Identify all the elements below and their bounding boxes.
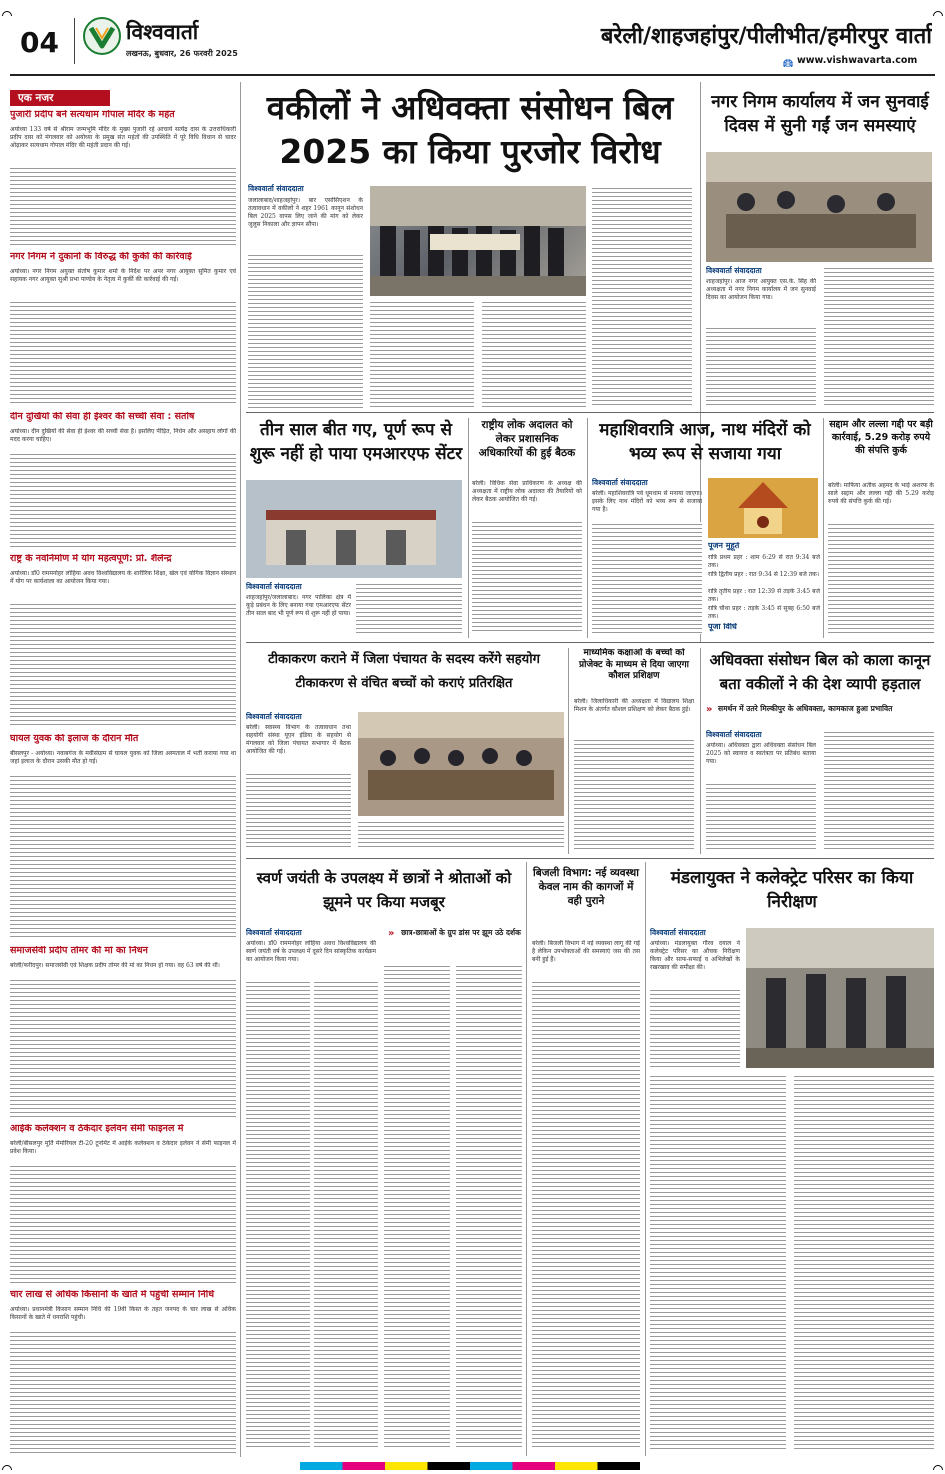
brief-headline: राष्ट्र के नवनिर्माण में योग महत्वपूर्ण: प्रो. शैलेन्द्र <box>10 554 172 564</box>
column-divider <box>645 862 646 1456</box>
mrf-headline: तीन साल बीत गए, पूर्ण रूप से शुरू नहीं हो पाया एमआरएफ सेंटर <box>249 420 463 464</box>
brief-lead: अयोध्या। प्रधानमंत्री किसान सम्मान निधि की 19वीं किस्त के तहत जनपद के चार लाख से अधिक किसानों के खाते में धनराशि पहुंची। <box>10 1306 236 1321</box>
main-body-col4 <box>592 186 692 408</box>
page-number: 04 <box>20 26 59 59</box>
hartal-body <box>706 782 816 850</box>
brief-body <box>10 978 236 1118</box>
puja-vidhi-title: पूजा विधि <box>708 623 737 631</box>
swarn-jayanti-kicker <box>388 928 522 960</box>
brief-headline: समाजसेवी प्रदीप तोमर की मां का निधन <box>10 946 148 956</box>
hartal-kicker <box>706 704 934 726</box>
puja-muhurat-item: रात्रि प्रथम प्रहर : शाम 6:29 से रात 9:34 बजे तक। <box>708 554 820 569</box>
puja-muhurat-item: रात्रि चौथा प्रहर : तड़के 3:45 से सुबह 6:50 बजे तक। <box>708 605 820 620</box>
puja-muhurat-item: रात्रि तृतीय प्रहर : रात 12:39 से तड़के 3:45 बजे तक। <box>708 588 820 603</box>
tikakaran-headline: टीकाकरण कराने में जिला पंचायत के सदस्य करेंगे सहयोग टीकाकरण से वंचित बच्चों को कराएं प्रतिरक्षित <box>268 652 540 691</box>
main-body-col2 <box>370 300 474 408</box>
color-bar <box>300 1462 640 1470</box>
mrf-body <box>356 582 462 634</box>
inspection-photo <box>746 928 934 1068</box>
section-rule <box>246 642 934 643</box>
main-body-col1 <box>248 253 363 408</box>
nirikshan-body <box>794 1074 934 1450</box>
brief-headline: नगर निगम ने दुकानों के विरुद्ध की कुर्की की कार्रवाई <box>10 252 192 262</box>
brief-body <box>10 602 236 728</box>
dateline: लखनऊ, बुधवार, 26 फरवरी 2025 <box>126 49 238 58</box>
brief-lead: अयोध्या। नगर निगम अयुक्त संतोष कुमार शर्मा के निर्देश पर अपर नगर आयुक्त सुमित कुमार एवं सहायक नगर आयुक्त सुश्री प्रभा पाण्डेय के नेतृत्व में कुर्की की कार्रवाई की गई। <box>10 268 236 283</box>
temple-photo <box>708 478 818 538</box>
swarn-jayanti-lead: अयोध्या। डॉ0 राममनोहर लोहिया अवध विश्वविद्यालय की स्वर्ण जयंती वर्ष के उपलक्ष्य में दूसरे दिन सांस्कृतिक कार्यक्रम का आयोजन किया गया। <box>246 940 376 963</box>
tikakaran-body <box>358 820 564 850</box>
meeting-photo <box>358 712 564 816</box>
brief-body <box>10 452 236 548</box>
section-rule <box>246 412 934 413</box>
jan-sunwai-lead: शाहजहांपुर। आज नगर आयुक्त एस.के. सिंह की अध्यक्षता में नगर निगम कार्यालय में जन सुनवाई दिवस का आयोजन किया गया। <box>706 278 816 301</box>
swarn-jayanti-body <box>384 964 450 1450</box>
brief-body <box>10 1330 236 1455</box>
kurki-lead: बरेली। माफिया अतीक अहमद के भाई अशरफ के साले सद्दाम और लल्ला गद्दी की 5.29 करोड़ रुपये की संपत्ति कुर्क की गई। <box>828 482 934 505</box>
edition-title: बरेली/शाहजहांपुर/पीलीभीत/हमीरपुर वार्ता <box>600 24 932 49</box>
kaushal-headline: माध्यमिक कक्षाओं के बच्चों को प्रोजेक्ट के माध्यम से दिया जाएगा कौशल प्रशिक्षण <box>579 648 689 681</box>
mrf-byline: विश्ववार्ता संवाददाता <box>246 582 302 591</box>
jan-sunwai-byline: विश्ववार्ता संवाददाता <box>706 266 762 275</box>
main-byline: विश्ववार्ता संवाददाता <box>248 184 304 193</box>
lok-adalat-body <box>472 520 582 634</box>
kaushal-lead: बरेली। जिलाधिकारी की अध्यक्षता में विद्यालय शिक्षा मिशन के अंतर्गत कौशल प्रशिक्षण को लेकर बैठक हुई। <box>574 698 694 713</box>
mahashivratri-byline: विश्ववार्ता संवाददाता <box>592 478 648 487</box>
tikakaran-lead: बरेली। स्वास्थ्य विभाग के तत्वावधान तथा सहयोगी संस्था यूएन इंडिया के सहयोग से मंगलवार को जिला पंचायत सभागार में बैठक आयोजित की गई। <box>246 724 351 755</box>
brief-lead: अयोध्या 133 वर्ष से श्रीराम जन्मभूमि मंदिर के मुख्य पुजारी रहे आचार्य सत्येंद्र दास के उत्तराधिकारी प्रदीप दास को मंगलवार को अयोध्या के प्रमुख संत महंतों की उपस्थिति में पूरे विधि विधान से चादर ओढ़ाकर सत्यधाम गोपाल मंदिर की महंती प्रदान की गई। <box>10 126 236 149</box>
chevron-icon: » <box>706 704 713 715</box>
mahashivratri-body <box>592 522 702 634</box>
kurki-body <box>828 522 934 634</box>
brief-headline: पुजारी प्रदीप बने सत्यधाम गोपाल मंदिर के महंत <box>10 110 175 120</box>
section-label <box>10 90 110 106</box>
registration-mark-icon <box>2 6 12 16</box>
swarn-jayanti-body <box>314 980 378 1450</box>
swarn-jayanti-body <box>456 964 522 1450</box>
column-divider <box>587 418 588 638</box>
brief-body <box>10 166 236 246</box>
hartal-lead: अयोध्या। अधिवक्ता द्वारा अधिवक्ता संसोधन बिल 2025 को स्वायत्त व स्वतंत्रता पर प्रतिबंध बताया गया। <box>706 742 816 765</box>
brief-lead: बरेली/फरीदपुर। समाजसेवी एवं शिक्षक प्रदीप तोमर की मां का निधन हो गया। वह 63 वर्ष की थीं। <box>10 962 220 969</box>
brand-logo-icon <box>82 16 122 56</box>
nirikshan-body <box>650 1074 786 1450</box>
swarn-jayanti-body <box>246 980 310 1450</box>
sidebar <box>10 82 236 1457</box>
registration-mark-icon <box>2 1460 12 1470</box>
mrf-center-photo <box>246 480 462 578</box>
swarn-jayanti-headline: स्वर्ण जयंती के उपलक्ष्य में छात्रों ने श्रोताओं को झूमने पर किया मजबूर <box>256 869 512 911</box>
tikakaran-body <box>246 772 351 850</box>
section-label-text: एक नजर <box>18 92 54 104</box>
swarn-jayanti-kicker-text: छात्र-छात्राओं के ग्रुप डांस पर झूम उठे दर्शक <box>401 928 521 937</box>
kurki-headline: सद्दाम और लल्ला गद्दी पर बड़ी कार्रवाई, 5.29 करोड़ रुपये की संपत्ति कुर्क <box>829 419 933 456</box>
hartal-kicker-text: समर्थन में उतरे मिल्कीपुर के अधिवक्ता, कामकाज हुआ प्रभावित <box>718 704 893 713</box>
column-divider <box>468 418 469 638</box>
chevron-icon: » <box>388 928 395 939</box>
brief-body <box>10 300 236 406</box>
bijli-body <box>532 980 640 1450</box>
registration-mark-icon <box>933 1460 943 1470</box>
lawyers-protest-photo <box>370 186 586 296</box>
bijli-headline: बिजली विभाग: नई व्यवस्था केवल नाम की कागजों में वही पुराने <box>533 867 639 907</box>
jan-sunwai-photo <box>706 152 932 262</box>
jan-sunwai-body <box>824 266 934 408</box>
mrf-lead: शाहजहांपुर/जलालाबाद। नगर पालिका क्षेत्र में कूड़े प्रबंधन के लिए बनाया गया एमआरएफ सेंटर तीन साल बाद भी पूर्ण रूप से शुरू नहीं हो पाया। <box>246 594 351 617</box>
puja-muhurat-item: रात्रि द्वितीय प्रहर : रात 9:34 से 12:39 बजे तक। <box>708 571 820 578</box>
jan-sunwai-body <box>706 326 816 408</box>
swarn-jayanti-byline: विश्ववार्ता संवाददाता <box>246 928 302 937</box>
puja-muhurat-box <box>708 542 820 636</box>
bijli-lead: बरेली। बिजली विभाग में नई व्यवस्था लागू की गई है लेकिन उपभोक्ताओं की समस्याएं जस की तस बनी हुई हैं। <box>532 940 640 963</box>
section-rule <box>246 858 934 859</box>
nirikshan-lead: अयोध्या। मंडलायुक्त गौरव दयाल ने कलेक्ट्रेट परिसर का औचक निरीक्षण किया और साफ-सफाई व अभिलेखों के रखरखाव की समीक्षा की। <box>650 940 740 971</box>
website-link[interactable]: www.vishwavarta.com <box>797 55 918 66</box>
nirikshan-byline: विश्ववार्ता संवाददाता <box>650 928 706 937</box>
main-headline: वकीलों ने अधिवक्ता संसोधन बिल 2025 का किया पुरजोर विरोध <box>266 88 674 171</box>
brief-headline: चार लाख से अधिक किसानों के खाते में पहुंची सम्मान निधि <box>10 1290 215 1300</box>
hartal-headline: अधिवक्ता संसोधन बिल को काला कानून बता वकीलों ने की देश व्यापी हड़ताल <box>709 651 931 693</box>
lok-adalat-lead: बरेली। विधिक सेवा प्राधिकरण के अध्यक्ष की अध्यक्षता में राष्ट्रीय लोक अदालत की तैयारियों को लेकर बैठक आयोजित की गई। <box>472 480 582 503</box>
puja-muhurat-title: पूजन मुहूर्त <box>708 542 740 550</box>
brief-headline: दीन दुखियों की सेवा ही ईश्वर की सच्ची सेवा : संतोष <box>10 412 195 422</box>
lok-adalat-headline: राष्ट्रीय लोक अदालत को लेकर प्रशासनिक अधिकारियों की हुई बैठक <box>478 419 576 459</box>
masthead-divider <box>74 18 75 64</box>
main-lead: जलालाबाद/शाहजहांपुर। बार एसोसिएशन के तत्वावधान में वकीलों ने शहर 1961 कानून संशोधन बिल 2025 वापस लिए जाने की मांग को लेकर जुलूस निकाला और ज्ञापन सौंपा। <box>248 197 363 228</box>
column-divider <box>568 648 569 854</box>
tikakaran-byline: विश्ववार्ता संवाददाता <box>246 712 302 721</box>
hartal-body <box>824 730 934 850</box>
brief-body <box>10 1164 236 1284</box>
brief-lead: बरेली/बीसलपुर मूर्ति मेमोरियल टी-20 टूर्नामेंट में आईके कलेक्शन व ठेकेदार इलेवन ने सेमी फाइनल में प्रवेश किया। <box>10 1140 236 1155</box>
brief-lead: अयोध्या। डॉ0 राममनोहर लोहिया अवध विश्वविद्यालय के शारीरिक शिक्षा, खेल एवं योगिक विज्ञान संस्थान में योग पर कार्यशाला का आयोजन किया गया। <box>10 570 236 585</box>
globe-icon <box>782 55 794 67</box>
column-divider <box>240 82 241 1457</box>
brief-lead: अयोध्या। दीन दुखियों की सेवा ही ईश्वर की सच्ची सेवा है। इसलिए पीड़ित, निर्धन और असहाय लोगों की मदद करना चाहिए। <box>10 428 236 443</box>
column-divider <box>823 418 824 638</box>
brief-headline: घायल युवक की इलाज के दौरान मौत <box>10 734 139 744</box>
brief-headline: आईके कलेक्शन व ठेकेदार इलेवन सेमी फाइनल में <box>10 1124 184 1134</box>
column-divider <box>700 648 701 854</box>
mahashivratri-headline: महाशिवरात्रि आज, नाथ मंदिरों को भव्य रूप से सजाया गया <box>599 420 811 464</box>
brief-body <box>10 774 236 940</box>
masthead-rule <box>10 74 935 76</box>
main-body-col3 <box>482 300 586 408</box>
jan-sunwai-headline: नगर निगम कार्यालय में जन सुनवाई दिवस में सुनी गईं जन समस्याएं <box>711 92 929 136</box>
registration-mark-icon <box>933 6 943 16</box>
hartal-byline: विश्ववार्ता संवाददाता <box>706 730 762 739</box>
kaushal-body <box>574 738 694 850</box>
brand-name: विश्ववार्ता <box>126 20 199 44</box>
nirikshan-headline: मंडलायुक्त ने कलेक्ट्रेट परिसर का किया निरीक्षण <box>670 868 914 912</box>
masthead <box>0 0 945 74</box>
brief-lead: बीसलपुर - अयोध्या। नवाबगंज के मवीसंग्राम से घायल युवक को जिला अस्पताल में भर्ती कराया गया था जहां इलाज के दौरान उसकी मौत हो गई। <box>10 750 236 765</box>
column-divider <box>526 862 527 1456</box>
nirikshan-body <box>650 988 740 1068</box>
mahashivratri-lead: बरेली। महाशिवरात्रि पर्व धूमधाम से मनाया जाएगा। इसके लिए नाथ मंदिरों को भव्य रूप से सजाया गया है। <box>592 490 702 513</box>
